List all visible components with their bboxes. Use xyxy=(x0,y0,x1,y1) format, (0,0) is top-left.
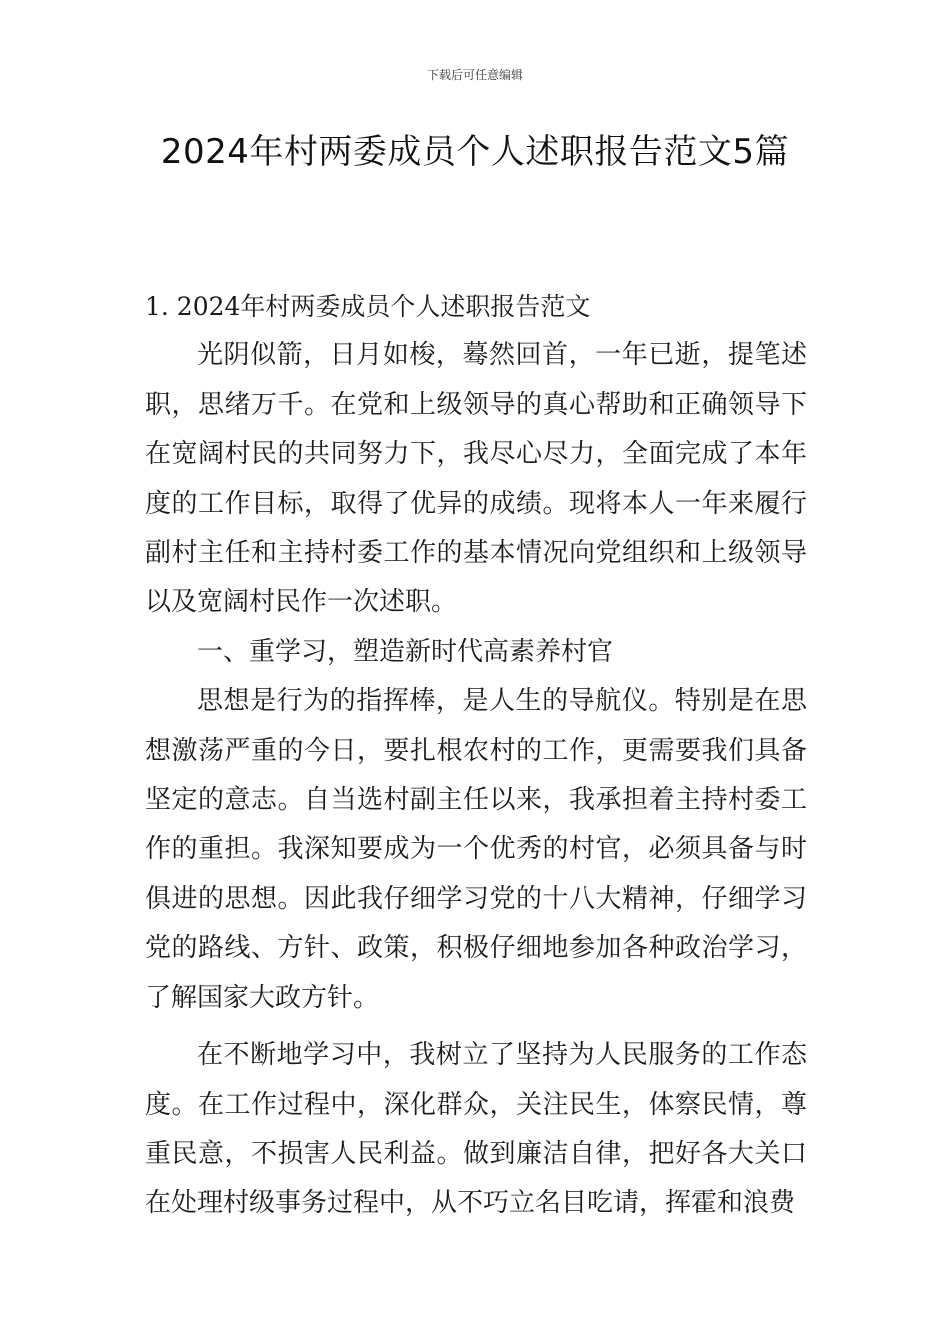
paragraph-thought: 思想是行为的指挥棒，是人生的导航仪。特别是在思想激荡严重的今日，要扎根农村的工作，更需要我们具备坚定的意志。自当选村副主任以来，我承担着主持村委工作的重担。我深知要成为一个优秀的村官，必须具备与时俱进的思想。因此我仔细学习党的十八大精神，仔细学习党的路线、方针、政策，积极仔细地参加各种政治学习，了解国家大政方针。 xyxy=(145,686,807,1013)
subheading-study: 一、重学习，塑造新时代高素养村官 xyxy=(197,636,614,667)
header-note: 下载后可任意编辑 xyxy=(426,68,523,82)
section-heading: 1. 2024年村两委成员个人述职报告范文 xyxy=(145,292,591,321)
paragraph-intro: 光阴似箭，日月如梭，蓦然回首，一年已逝，提笔述职，思绪万千。在党和上级领导的真心帮助和正确领导下在宽阔村民的共同努力下，我尽心尽力，全面完成了本年度的工作目标，取得了优异的成绩。现将本人一年来履行副村主任和主持村委工作的基本情况向党组织和上级领导以及宽阔村民作一次述职。 xyxy=(145,340,807,618)
document-body xyxy=(145,282,807,1229)
paragraph-service: 在不断地学习中，我树立了坚持为人民服务的工作态度。在工作过程中，深化群众，关注民生，体察民情，尊重民意，不损害人民利益。做到廉洁自律，把好各大关口在处理村级事务过程中，从不巧立名目吃请，挥霍和浪费 xyxy=(145,1040,807,1219)
document-title: 2024年村两委成员个人述职报告范文5篇 xyxy=(160,132,790,172)
